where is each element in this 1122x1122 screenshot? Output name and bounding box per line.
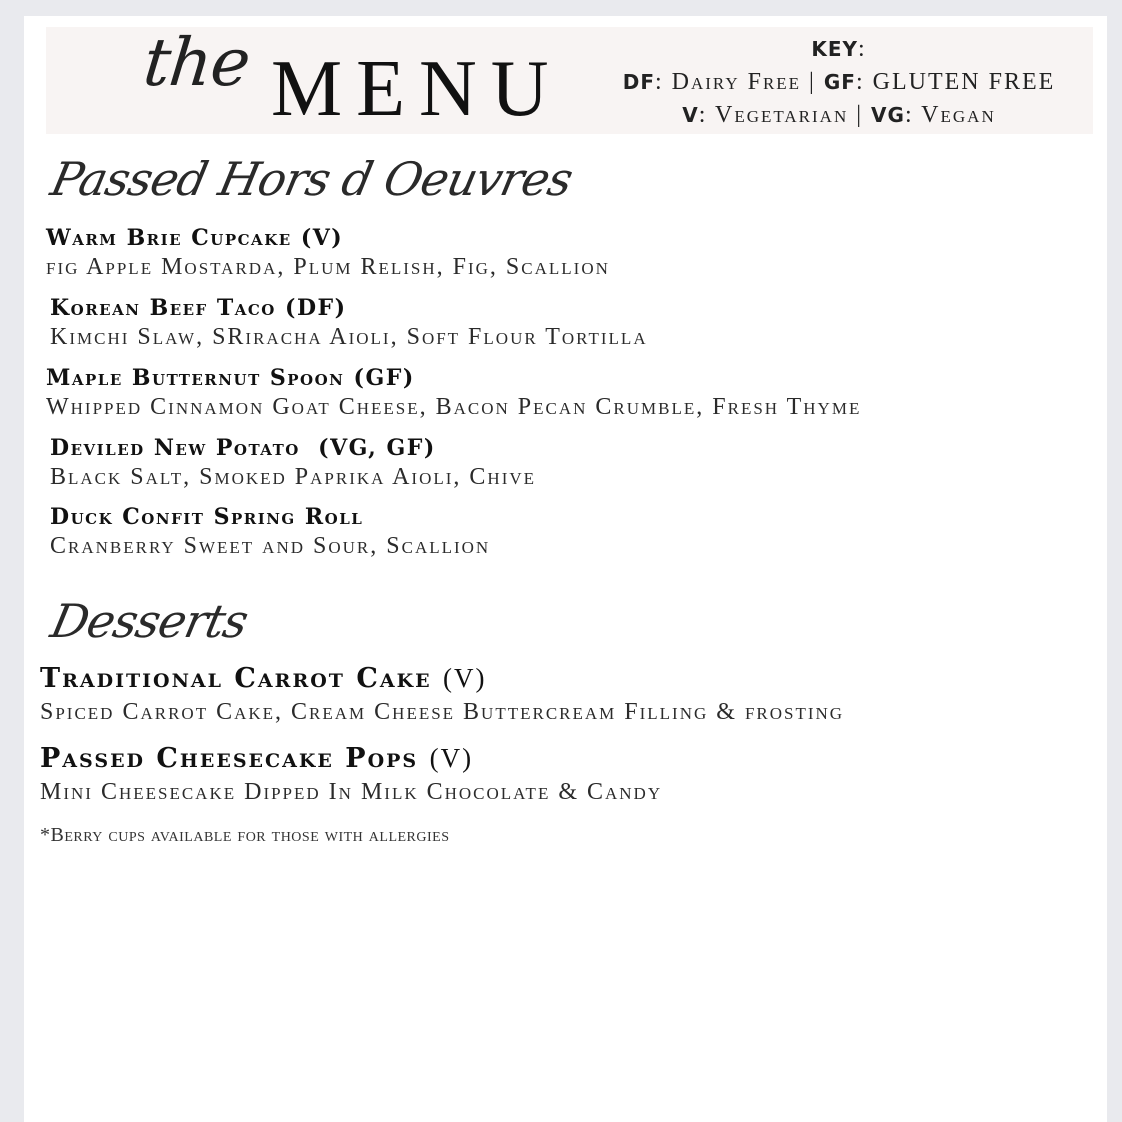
key-label: KEY (811, 37, 858, 61)
dietary-key (599, 33, 1079, 132)
key-v-text: : Vegetarian | (698, 102, 872, 128)
dessert-description: Spiced Carrot Cake, Cream Cheese Buttercream Filling & frosting (40, 699, 845, 725)
menu-item (46, 364, 861, 422)
menu-item-name: Duck Confit Spring Roll (50, 504, 364, 530)
key-df-text: : Dairy Free | (654, 69, 824, 95)
dessert-name-row (40, 661, 844, 696)
dietary-tag: (V) (442, 663, 487, 693)
menu-item-description: Cranberry Sweet and Sour, Scallion (50, 533, 491, 559)
title-script-the: the (140, 24, 254, 101)
section-title-hors-doeuvres: Passed Hors d Oeuvres (46, 152, 578, 206)
menu-item-description: fig Apple Mostarda, Plum Relish, Fig, Scallion (46, 254, 610, 280)
menu-item-description: Kimchi Slaw, SRiracha Aioli, Soft Flour Tortilla (50, 324, 648, 350)
page-title: MENU (271, 45, 563, 133)
menu-item (46, 224, 610, 282)
header-banner (46, 24, 1093, 134)
dessert-description: Mini Cheesecake Dipped In Milk Chocolate & Candy (40, 779, 663, 805)
dessert-name: Passed Cheesecake Pops (40, 743, 419, 774)
dessert-item (40, 741, 662, 808)
dessert-name: Traditional Carrot Cake (40, 663, 432, 694)
menu-item-description: Black Salt, Smoked Paprika Aioli, Chive (50, 464, 537, 490)
key-gf-text: : GLUTEN FREE (855, 69, 1056, 95)
menu-item (50, 294, 648, 352)
menu-item-name: Warm Brie Cupcake (V) (46, 225, 344, 251)
key-heading: KEY: (811, 36, 867, 62)
section-title-desserts: Desserts (46, 594, 253, 648)
key-gf: GF (823, 70, 856, 94)
dessert-name-row (40, 741, 662, 776)
menu-item-description: Whipped Cinnamon Goat Cheese, Bacon Pecan Crumble, Fresh Thyme (46, 394, 862, 420)
menu-item-name: Maple Butternut Spoon (GF) (46, 365, 415, 391)
key-vg-text: : Vegan (904, 102, 996, 128)
menu-item-name: Deviled New Potato (VG, GF) (50, 435, 436, 461)
key-df: DF (622, 70, 655, 94)
menu-item (50, 434, 536, 492)
dietary-tag: (V) (429, 743, 474, 773)
menu-item (50, 503, 490, 561)
dessert-item (40, 661, 844, 728)
menu-page (24, 16, 1107, 1122)
key-line-1 (599, 66, 1079, 99)
allergy-footnote: *Berry cups available for those with allergies (40, 824, 450, 846)
key-v: V (682, 103, 699, 127)
key-line-2 (599, 99, 1079, 132)
menu-item-name: Korean Beef Taco (DF) (50, 295, 347, 321)
key-vg: VG (871, 103, 905, 127)
